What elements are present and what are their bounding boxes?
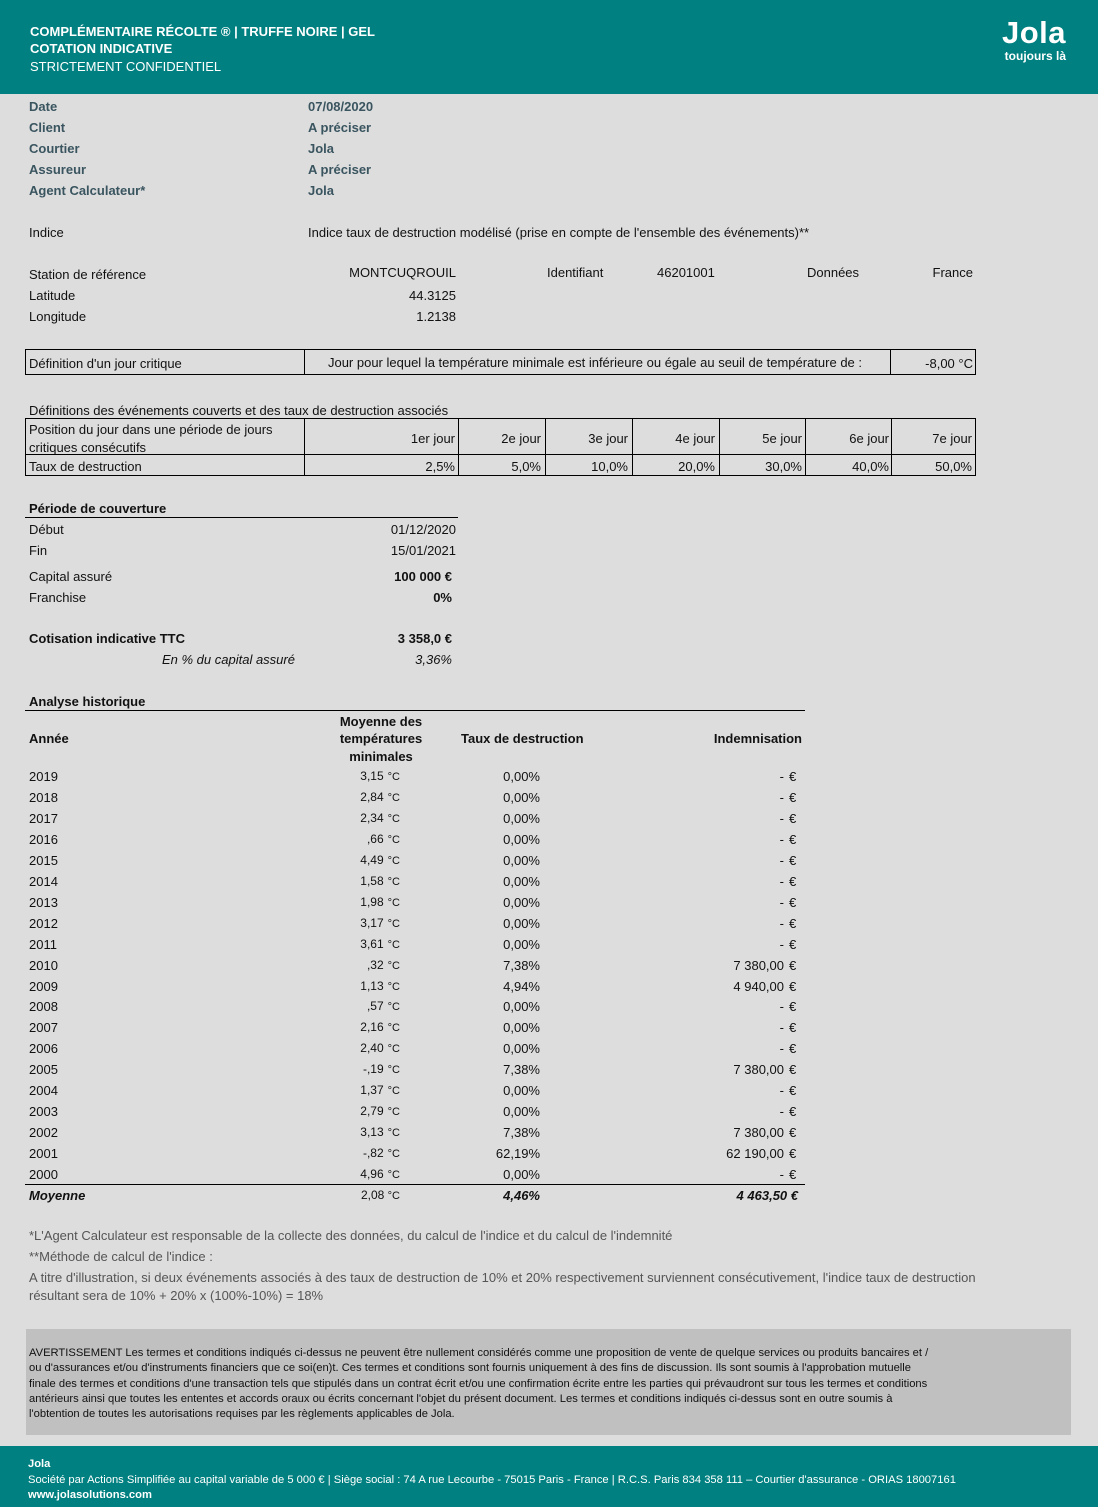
history-row-temp-unit: °C — [387, 813, 400, 825]
longitude-label: Longitude — [29, 309, 87, 324]
history-row-currency: € — [789, 1041, 797, 1056]
history-row-indem: - — [779, 999, 784, 1014]
history-row-year: 2016 — [29, 832, 58, 847]
coverage-divider — [25, 517, 458, 518]
history-row-rate: 0,00% — [503, 1083, 540, 1098]
events-position-label-2: critiques consécutifs — [29, 440, 147, 455]
history-row-indem: - — [779, 832, 784, 847]
history-row-temp — [330, 1083, 400, 1097]
logo-tagline: toujours là — [1004, 49, 1066, 63]
history-row-indem: - — [779, 895, 784, 910]
history-row-rate: 7,38% — [503, 1062, 540, 1077]
warning-line-3: finale des termes et conditions d'une transaction tels que stipulés dans un contrat écrit et/ou une confirmation écrite entre les parties qui prévaudront sur tous les termes et conditions — [29, 1377, 928, 1390]
franchise-value: 0% — [433, 590, 452, 605]
history-row-rate: 0,00% — [503, 895, 540, 910]
history-avg-temp-value: 2,08 — [360, 1188, 385, 1202]
history-row-rate: 4,94% — [503, 979, 540, 994]
info-label-agent: Agent Calculateur* — [29, 183, 146, 198]
history-row-temp — [330, 874, 400, 888]
history-row-year: 2014 — [29, 874, 58, 889]
history-bottom-divider — [25, 1184, 805, 1185]
footer-company: Jola — [28, 1458, 51, 1470]
history-row-year: 2017 — [29, 811, 58, 826]
history-row-currency: € — [789, 958, 797, 973]
history-row-currency: € — [789, 1125, 797, 1140]
info-label-client: Client — [29, 120, 66, 135]
history-row-rate: 0,00% — [503, 916, 540, 931]
history-row-temp-value: 2,40 — [360, 1041, 384, 1055]
events-col-divider — [805, 418, 806, 476]
cotisation-pct-value: 3,36% — [415, 652, 452, 667]
events-col-divider — [719, 418, 720, 476]
history-row-indem: - — [779, 1083, 784, 1098]
history-row-temp-unit: °C — [387, 1169, 400, 1181]
station-label: Station de référence — [29, 267, 147, 282]
history-row-temp-unit: °C — [387, 960, 400, 972]
history-row-rate: 7,38% — [503, 1125, 540, 1140]
history-row-temp-value: ,32 — [366, 958, 384, 972]
history-row-rate: 0,00% — [503, 790, 540, 805]
history-row-indem: - — [779, 853, 784, 868]
events-day-header: 3e jour — [588, 431, 628, 446]
coverage-end-value: 15/01/2021 — [390, 543, 456, 558]
events-rate-value: 2,5% — [425, 459, 455, 474]
history-row-rate: 0,00% — [503, 853, 540, 868]
history-row-indem: 7 380,00 — [733, 1062, 784, 1077]
history-row-temp — [330, 811, 400, 825]
events-day-header: 7e jour — [932, 431, 972, 446]
history-row-rate: 0,00% — [503, 999, 540, 1014]
history-row-indem: - — [779, 916, 784, 931]
history-row-temp — [330, 1146, 400, 1160]
history-row-temp — [330, 1041, 400, 1055]
history-row-temp-value: 1,13 — [360, 979, 384, 993]
history-row-rate: 0,00% — [503, 1041, 540, 1056]
history-row-temp — [330, 853, 400, 867]
history-row-temp-value: 1,58 — [360, 874, 384, 888]
indice-value: Indice taux de destruction modélisé (prise en compte de l'ensemble des événements)** — [308, 225, 810, 240]
history-row-currency: € — [789, 937, 797, 952]
info-label-date: Date — [29, 99, 58, 114]
history-avg-indem: 4 463,50 € — [736, 1188, 798, 1203]
history-row-temp-unit: °C — [387, 771, 400, 783]
station-data-value: France — [932, 265, 973, 280]
history-row-indem: 7 380,00 — [733, 1125, 784, 1140]
history-col-year: Année — [29, 731, 69, 746]
events-position-label-1: Position du jour dans une période de jours — [29, 422, 273, 437]
franchise-label: Franchise — [29, 590, 87, 605]
history-row-temp-unit: °C — [387, 1148, 400, 1160]
events-table-col-divider — [304, 418, 305, 476]
history-row-year: 2009 — [29, 979, 58, 994]
history-row-year: 2019 — [29, 769, 58, 784]
events-title: Définitions des événements couverts et des taux de destruction associés — [29, 403, 449, 418]
history-row-temp-value: 1,98 — [360, 895, 384, 909]
critical-day-label: Définition d'un jour critique — [29, 356, 182, 371]
document-title: COMPLÉMENTAIRE RÉCOLTE ® | TRUFFE NOIRE | GEL — [30, 24, 375, 39]
history-row-temp-unit: °C — [387, 918, 400, 930]
coverage-start-label: Début — [29, 522, 64, 537]
info-value-date: 07/08/2020 — [308, 99, 374, 114]
capital-label: Capital assuré — [29, 569, 113, 584]
history-row-temp — [330, 769, 400, 783]
critical-day-text: Jour pour lequel la température minimale est inférieure ou égale au seuil de température de : — [327, 355, 862, 370]
history-row-year: 2006 — [29, 1041, 58, 1056]
history-row-year: 2005 — [29, 1062, 58, 1077]
events-rate-value: 40,0% — [852, 459, 889, 474]
history-row-temp — [330, 832, 400, 846]
history-row-currency: € — [789, 979, 797, 994]
history-row-temp — [330, 916, 400, 930]
history-row-indem: - — [779, 1167, 784, 1182]
jola-logo — [1002, 17, 1066, 63]
history-row-temp-value: 2,79 — [360, 1104, 384, 1118]
history-row-temp-unit: °C — [387, 834, 400, 846]
history-row-temp-unit: °C — [387, 876, 400, 888]
history-row-temp — [330, 1104, 400, 1118]
note-method-line-1: A titre d'illustration, si deux événements associés à des taux de destruction de 10% et 20% respectivement surviennent consécutivement, l'indice taux de destruction — [29, 1270, 976, 1285]
info-value-courtier: Jola — [308, 141, 335, 156]
history-avg-temp-unit: °C — [387, 1190, 400, 1202]
station-name: MONTCUQROUIL — [349, 265, 456, 280]
coverage-title: Période de couverture — [29, 501, 167, 516]
events-table-row-divider — [25, 454, 976, 455]
history-row-year: 2015 — [29, 853, 58, 868]
history-row-temp-value: 2,84 — [360, 790, 384, 804]
history-row-temp — [330, 1125, 400, 1139]
capital-value: 100 000 € — [394, 569, 452, 584]
logo-name: Jola — [1001, 15, 1066, 50]
events-day-header: 2e jour — [501, 431, 541, 446]
history-col-temp-3: minimales — [349, 749, 413, 764]
history-row-currency: € — [789, 1083, 797, 1098]
history-row-temp — [330, 958, 400, 972]
history-row-currency: € — [789, 1146, 797, 1161]
history-row-temp-unit: °C — [387, 1085, 400, 1097]
history-row-currency: € — [789, 1104, 797, 1119]
history-row-temp-value: 4,96 — [360, 1167, 384, 1181]
history-row-temp-unit: °C — [387, 1106, 400, 1118]
history-row-currency: € — [789, 874, 797, 889]
coverage-end-label: Fin — [29, 543, 48, 558]
events-col-divider — [632, 418, 633, 476]
history-row-temp-value: 2,34 — [360, 811, 384, 825]
history-row-rate: 0,00% — [503, 1020, 540, 1035]
history-row-temp-unit: °C — [387, 1127, 400, 1139]
station-id-label: Identifiant — [547, 265, 604, 280]
events-day-header: 1er jour — [410, 431, 455, 446]
info-label-assureur: Assureur — [29, 162, 87, 177]
events-day-header: 4e jour — [675, 431, 715, 446]
station-data-label: Données — [807, 265, 860, 280]
latitude-label: Latitude — [29, 288, 76, 303]
history-row-temp-value: 2,16 — [360, 1020, 384, 1034]
history-row-temp-unit: °C — [387, 1022, 400, 1034]
history-top-divider — [25, 710, 805, 711]
history-row-indem: - — [779, 1041, 784, 1056]
history-row-currency: € — [789, 811, 797, 826]
history-row-temp-unit: °C — [387, 792, 400, 804]
history-row-temp-unit: °C — [387, 939, 400, 951]
history-row-rate: 0,00% — [503, 811, 540, 826]
history-row-year: 2010 — [29, 958, 58, 973]
history-row-year: 2002 — [29, 1125, 58, 1140]
history-row-indem: - — [779, 1104, 784, 1119]
history-row-year: 2012 — [29, 916, 58, 931]
history-row-temp-value: 1,37 — [360, 1083, 384, 1097]
history-row-year: 2001 — [29, 1146, 58, 1161]
coverage-start-value: 01/12/2020 — [390, 522, 456, 537]
history-row-temp-unit: °C — [387, 1064, 400, 1076]
note-method-title: **Méthode de calcul de l'indice : — [29, 1249, 213, 1264]
warning-box — [26, 1329, 1071, 1435]
critical-day-divider-2 — [890, 349, 891, 375]
cotisation-value: 3 358,0 € — [397, 631, 452, 646]
history-avg-temp — [330, 1188, 400, 1202]
history-col-rate: Taux de destruction — [461, 731, 584, 746]
warning-line-2: ou d'assurances et/ou d'instruments financiers que ce soi(en)t. Ces termes et conditions sont fournis uniquement à des fins de discussion. Ils sont soumis à l'approbation mutuelle — [29, 1362, 911, 1375]
history-row-rate: 0,00% — [503, 769, 540, 784]
history-row-year: 2011 — [29, 937, 57, 952]
history-row-temp-value: 3,13 — [360, 1125, 384, 1139]
history-row-year: 2000 — [29, 1167, 58, 1182]
events-col-divider — [458, 418, 459, 476]
history-row-year: 2018 — [29, 790, 58, 805]
history-row-temp-value: -,82 — [362, 1146, 384, 1160]
history-row-indem: 7 380,00 — [733, 958, 784, 973]
history-row-currency: € — [789, 769, 797, 784]
history-row-temp-unit: °C — [387, 981, 400, 993]
longitude-value: 1.2138 — [416, 309, 456, 324]
history-row-temp — [330, 979, 400, 993]
history-title: Analyse historique — [29, 694, 146, 709]
history-row-currency: € — [789, 916, 797, 931]
history-col-temp-1: Moyenne des — [339, 714, 423, 729]
warning-line-5: l'obtention de toutes les autorisations requises par les règlements applicables de Jola. — [29, 1408, 455, 1421]
history-row-currency: € — [789, 832, 797, 847]
history-row-rate: 0,00% — [503, 832, 540, 847]
note-method-line-2: résultant sera de 10% + 20% x (100%-10%) = 18% — [29, 1288, 324, 1303]
history-row-rate: 0,00% — [503, 937, 540, 952]
history-row-temp-value: ,66 — [366, 832, 384, 846]
history-row-temp — [330, 1020, 400, 1034]
history-row-temp-unit: °C — [387, 897, 400, 909]
footer-bar — [0, 1446, 1098, 1507]
info-value-client: A préciser — [308, 120, 372, 135]
cotisation-pct-label: En % du capital assuré — [162, 652, 295, 667]
history-row-temp — [330, 1167, 400, 1181]
history-row-currency: € — [789, 790, 797, 805]
history-row-temp — [330, 999, 400, 1013]
critical-day-threshold: -8,00 °C — [925, 356, 973, 371]
history-row-rate: 0,00% — [503, 1167, 540, 1182]
cotisation-label: Cotisation indicative TTC — [29, 631, 186, 646]
history-row-indem: - — [779, 811, 784, 826]
history-row-year: 2003 — [29, 1104, 58, 1119]
history-col-indem: Indemnisation — [713, 731, 802, 746]
info-value-assureur: A préciser — [308, 162, 372, 177]
history-row-temp-unit: °C — [387, 855, 400, 867]
history-row-temp-value: 3,17 — [360, 916, 384, 930]
history-row-temp — [330, 937, 400, 951]
history-row-indem: - — [779, 769, 784, 784]
document-subtitle: COTATION INDICATIVE — [30, 41, 173, 56]
events-day-header: 5e jour — [762, 431, 802, 446]
events-rate-value: 20,0% — [678, 459, 715, 474]
history-row-indem: - — [779, 937, 784, 952]
events-rate-label: Taux de destruction — [29, 459, 142, 474]
events-rate-value: 5,0% — [511, 459, 541, 474]
history-row-rate: 0,00% — [503, 874, 540, 889]
events-col-divider — [545, 418, 546, 476]
events-day-header: 6e jour — [849, 431, 889, 446]
history-avg-rate: 4,46% — [503, 1188, 540, 1203]
header-bar — [0, 0, 1098, 94]
info-value-agent: Jola — [308, 183, 335, 198]
history-row-temp-value: 3,61 — [360, 937, 384, 951]
history-row-temp-value: 4,49 — [360, 853, 384, 867]
events-rate-value: 50,0% — [935, 459, 972, 474]
history-row-rate: 62,19% — [495, 1146, 540, 1161]
history-row-temp — [330, 895, 400, 909]
warning-line-4: antérieurs ainsi que toutes les ententes et accords oraux ou écrits concernant l'objet du présent document. Les termes et conditions indiqués ci-dessus sont en outre soumis à — [29, 1392, 893, 1405]
history-row-temp-unit: °C — [387, 1043, 400, 1055]
history-row-year: 2007 — [29, 1020, 58, 1035]
history-row-year: 2008 — [29, 999, 58, 1014]
history-row-temp — [330, 1062, 400, 1076]
history-row-currency: € — [789, 999, 797, 1014]
history-row-year: 2004 — [29, 1083, 58, 1098]
footer-details: Société par Actions Simplifiée au capital variable de 5 000 € | Siège social : 74 A rue Lecourbe - 75015 Paris - France | R.C.S. Paris 834 358 111 – Courtier d'assurance - ORIAS 18007161 — [28, 1474, 956, 1486]
warning-line-1: AVERTISSEMENT Les termes et conditions indiqués ci-dessus ne peuvent être nullement considérés comme une proposition de vente de quelque services ou produits bancaires et / — [29, 1347, 929, 1359]
history-row-currency: € — [789, 1020, 797, 1035]
history-row-indem: 62 190,00 — [726, 1146, 784, 1161]
history-row-temp-value: 3,15 — [360, 769, 384, 783]
latitude-value: 44.3125 — [409, 288, 456, 303]
history-col-temp-2: températures — [339, 731, 423, 746]
history-row-rate: 7,38% — [503, 958, 540, 973]
footer-website[interactable]: www.jolasolutions.com — [28, 1489, 152, 1501]
history-row-currency: € — [789, 895, 797, 910]
events-rate-value: 10,0% — [591, 459, 628, 474]
history-row-temp — [330, 790, 400, 804]
history-row-indem: 4 940,00 — [733, 979, 784, 994]
events-rate-value: 30,0% — [765, 459, 802, 474]
history-row-currency: € — [789, 1167, 797, 1182]
note-agent: *L'Agent Calculateur est responsable de la collecte des données, du calcul de l'indice et du calcul de l'indemnité — [29, 1228, 673, 1243]
history-row-indem: - — [779, 1020, 784, 1035]
history-row-currency: € — [789, 1062, 797, 1077]
history-row-temp-value: ,57 — [366, 999, 384, 1013]
station-id-value: 46201001 — [657, 265, 715, 280]
history-row-rate: 0,00% — [503, 1104, 540, 1119]
history-row-year: 2013 — [29, 895, 58, 910]
confidential-label: STRICTEMENT CONFIDENTIEL — [30, 59, 222, 74]
history-avg-label: Moyenne — [29, 1188, 86, 1203]
indice-label: Indice — [29, 225, 64, 240]
history-row-temp-value: -,19 — [362, 1062, 384, 1076]
history-row-currency: € — [789, 853, 797, 868]
history-row-indem: - — [779, 790, 784, 805]
history-row-indem: - — [779, 874, 784, 889]
history-row-temp-unit: °C — [387, 1001, 400, 1013]
info-label-courtier: Courtier — [29, 141, 80, 156]
